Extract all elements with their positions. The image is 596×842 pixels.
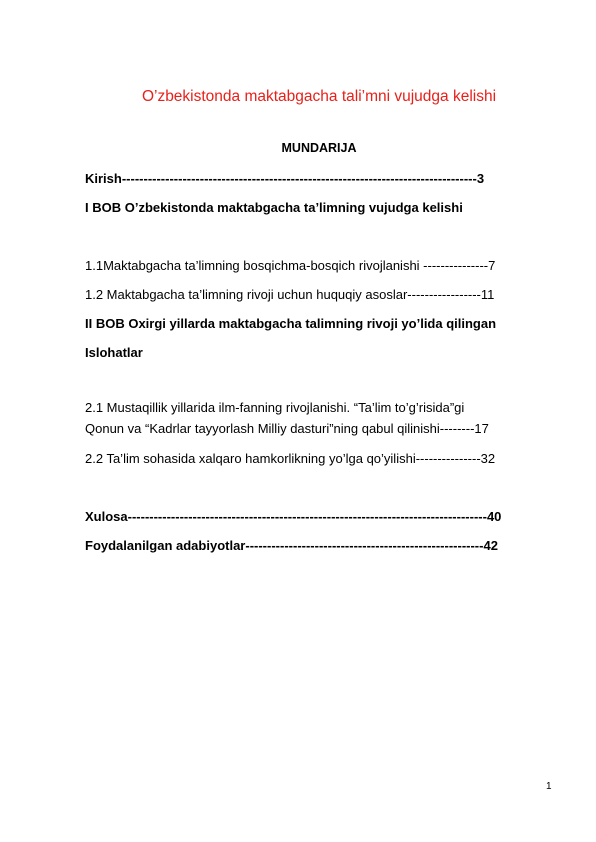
page-number: 1	[546, 781, 552, 792]
toc-entry-references: Foydalanilgan adabiyotlar-------------------------------------------------------42	[85, 538, 498, 553]
toc-entry-section-2-1: 2.1 Mustaqillik yillarida ilm-fanning rivojlanishi. “Ta’lim to’g’risida”gi	[85, 400, 465, 415]
toc-entry-chapter-2-continued: Islohatlar	[85, 345, 143, 360]
toc-entry-chapter-1: I BOB O’zbekistonda maktabgacha ta’limning vujudga kelishi	[85, 200, 463, 215]
toc-entry-conclusion: Xulosa-----------------------------------------------------------------------------------40	[85, 509, 502, 524]
toc-heading: MUNDARIJA	[281, 141, 357, 155]
toc-entry-section-1-2: 1.2 Maktabgacha ta’limning rivoji uchun huquqiy asoslar-----------------11	[85, 287, 495, 302]
toc-entry-chapter-2: II BOB Oxirgi yillarda maktabgacha talimning rivoji yo’lida qilingan	[85, 316, 497, 331]
toc-entry-section-2-2: 2.2 Ta’lim sohasida xalqaro hamkorlikning yo’lga qo’yilishi---------------32	[85, 451, 496, 466]
document-title: O’zbekistonda maktabgacha tali’mni vujudga kelishi	[141, 88, 497, 105]
toc-entry-section-2-1-continued: Qonun va “Kadrlar tayyorlash Milliy dasturi”ning qabul qilinishi--------17	[85, 421, 489, 436]
toc-entry-section-1-1: 1.1Maktabgacha ta’limning bosqichma-bosqich rivojlanishi ---------------7	[85, 258, 496, 273]
toc-entry-introduction: Kirish----------------------------------------------------------------------------------3	[85, 171, 485, 186]
